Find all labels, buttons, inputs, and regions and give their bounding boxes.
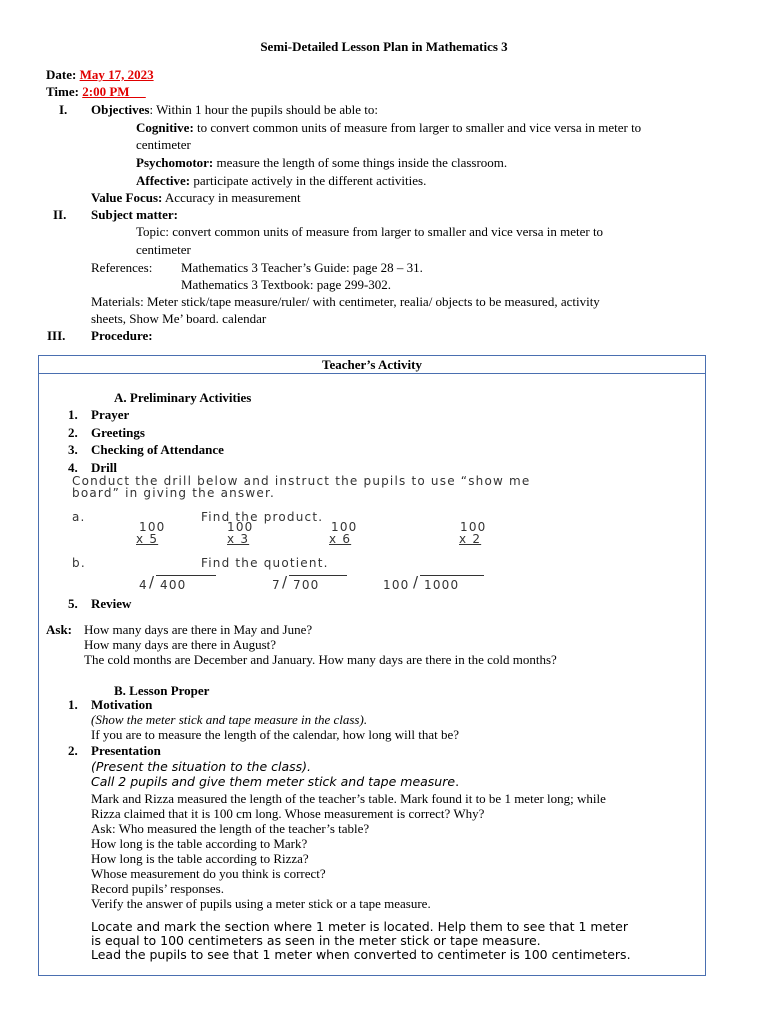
quotient-1-dividend: 400 <box>160 578 187 592</box>
division-bracket-icon: / <box>149 573 155 591</box>
product-2-top: 100 <box>227 520 254 534</box>
prelim-num-2: 2. <box>68 425 78 440</box>
reference-textbook: Mathematics 3 Textbook: page 299-302. <box>181 277 392 292</box>
presentation-line-5: How long is the table according to Rizza? <box>91 851 309 866</box>
prelim-num-4: 4. <box>68 460 78 475</box>
presentation-label: Presentation <box>91 743 161 758</box>
division-bar <box>156 575 216 576</box>
procedure-label: Procedure: <box>91 328 153 343</box>
psychomotor-line <box>136 155 507 171</box>
product-1-bottom: x 5 <box>136 532 159 546</box>
division-bar <box>420 575 484 576</box>
product-3-bottom: x 6 <box>329 532 352 546</box>
procedure-numeral: III. <box>47 328 66 343</box>
references-label: References: <box>91 260 153 275</box>
value-focus-line <box>91 190 301 206</box>
ask-label: Ask: <box>46 622 73 637</box>
ask-line-3: The cold months are December and January. How many days are there in the cold months? <box>84 652 557 667</box>
value-focus-text: Accuracy in measurement <box>162 190 301 205</box>
motivation-text: If you are to measure the length of the calendar, how long will that be? <box>91 727 460 742</box>
quotient-3-divisor: 100 <box>383 578 410 592</box>
objectives-line <box>91 102 378 118</box>
materials-line: Materials: Meter stick/tape measure/ruler/ with centimeter, realia/ objects to be measured, activity <box>91 294 600 309</box>
cognitive-text: to convert common units of measure from larger to smaller and vice versa in meter to <box>193 120 642 135</box>
date-value: May 17, 2023 <box>79 67 154 82</box>
page-title: Semi-Detailed Lesson Plan in Mathematics 3 <box>260 39 508 54</box>
time-label: Time: <box>46 84 79 99</box>
time-line <box>46 84 146 100</box>
table-header: Teacher’s Activity <box>321 357 422 372</box>
presentation-italic-2: Call 2 pupils and give them meter stick and tape measure. <box>91 774 460 789</box>
product-4-bottom: x 2 <box>459 532 482 546</box>
final-line-3: Lead the pupils to see that 1 meter when converted to centimeter is 100 centimeters. <box>91 947 631 962</box>
date-line <box>46 67 154 83</box>
objectives-numeral: I. <box>59 102 68 117</box>
materials-line-2: sheets, Show Me’ board. calendar <box>91 311 267 326</box>
presentation-line-7: Record pupils’ responses. <box>91 881 224 896</box>
quotient-2-dividend: 700 <box>293 578 320 592</box>
psychomotor-text: measure the length of some things inside the classroom. <box>213 155 508 170</box>
ask-line-1: How many days are there in May and June? <box>84 622 313 637</box>
product-3-top: 100 <box>331 520 358 534</box>
product-2-bottom: x 3 <box>227 532 250 546</box>
reference-teachers-guide: Mathematics 3 Teacher’s Guide: page 28 – 31. <box>181 260 423 275</box>
quotient-3-dividend: 1000 <box>424 578 460 592</box>
presentation-line-2: Rizza claimed that it is 100 cm long. Whose measurement is correct? Why? <box>91 806 485 821</box>
cognitive-line <box>136 120 641 136</box>
division-bracket-icon: / <box>282 573 288 591</box>
subject-numeral: II. <box>53 207 67 222</box>
product-1-top: 100 <box>139 520 166 534</box>
presentation-line-1: Mark and Rizza measured the length of the teacher’s table. Mark found it to be 1 meter long; while <box>91 791 606 806</box>
motivation-num: 1. <box>68 697 78 712</box>
quotient-1-divisor: 4 <box>139 578 148 592</box>
objectives-intro: : Within 1 hour the pupils should be able to: <box>149 102 379 117</box>
prelim-greetings: Greetings <box>91 425 145 440</box>
quotient-2-divisor: 7 <box>272 578 281 592</box>
value-focus-label: Value Focus: <box>91 190 163 205</box>
subject-label: Subject matter: <box>91 207 178 222</box>
final-line-2: is equal to 100 centimeters as seen in the meter stick or tape measure. <box>91 933 541 948</box>
prelim-attendance: Checking of Attendance <box>91 442 224 457</box>
prelim-num-3: 3. <box>68 442 78 457</box>
drill-b-title: Find the quotient. <box>201 556 329 570</box>
drill-instruction-1: Conduct the drill below and instruct the pupils to use “show me <box>72 474 531 488</box>
lesson-proper-heading: B. Lesson Proper <box>114 683 210 698</box>
topic-line-2: centimeter <box>136 242 191 257</box>
affective-label: Affective: <box>136 173 191 188</box>
affective-text: participate actively in the different activities. <box>190 173 427 188</box>
prelim-prayer: Prayer <box>91 407 130 422</box>
division-bracket-icon: / <box>413 573 419 591</box>
drill-instruction-2: board” in giving the answer. <box>72 486 276 500</box>
prelim-drill: Drill <box>91 460 117 475</box>
psychomotor-label: Psychomotor: <box>136 155 214 170</box>
drill-a-label: a. <box>72 510 86 524</box>
prelim-num-1: 1. <box>68 407 78 422</box>
affective-line <box>136 173 426 189</box>
presentation-line-4: How long is the table according to Mark? <box>91 836 308 851</box>
presentation-italic-1: (Present the situation to the class). <box>91 759 312 774</box>
objectives-label: Objectives <box>91 102 150 117</box>
division-bar <box>289 575 347 576</box>
review-num: 5. <box>68 596 78 611</box>
final-line-1: Locate and mark the section where 1 meter is located. Help them to see that 1 meter <box>91 919 628 934</box>
review-label: Review <box>91 596 132 611</box>
cognitive-line-2: centimeter <box>136 137 191 152</box>
cognitive-label: Cognitive: <box>136 120 194 135</box>
motivation-italic: (Show the meter stick and tape measure in the class). <box>91 712 368 727</box>
drill-b-label: b. <box>72 556 86 570</box>
presentation-line-8: Verify the answer of pupils using a meter stick or a tape measure. <box>91 896 431 911</box>
preliminary-heading: A. Preliminary Activities <box>114 390 252 405</box>
presentation-num: 2. <box>68 743 78 758</box>
presentation-line-6: Whose measurement do you think is correct? <box>91 866 326 881</box>
ask-line-2: How many days are there in August? <box>84 637 277 652</box>
drill-a-title: Find the product. <box>201 510 324 524</box>
topic-line: Topic: convert common units of measure from larger to smaller and vice versa in meter to <box>136 224 604 239</box>
time-value: 2:00 PM <box>82 84 130 99</box>
date-label: Date: <box>46 67 77 82</box>
product-4-top: 100 <box>460 520 487 534</box>
motivation-label: Motivation <box>91 697 153 712</box>
presentation-line-3: Ask: Who measured the length of the teacher’s table? <box>91 821 370 836</box>
